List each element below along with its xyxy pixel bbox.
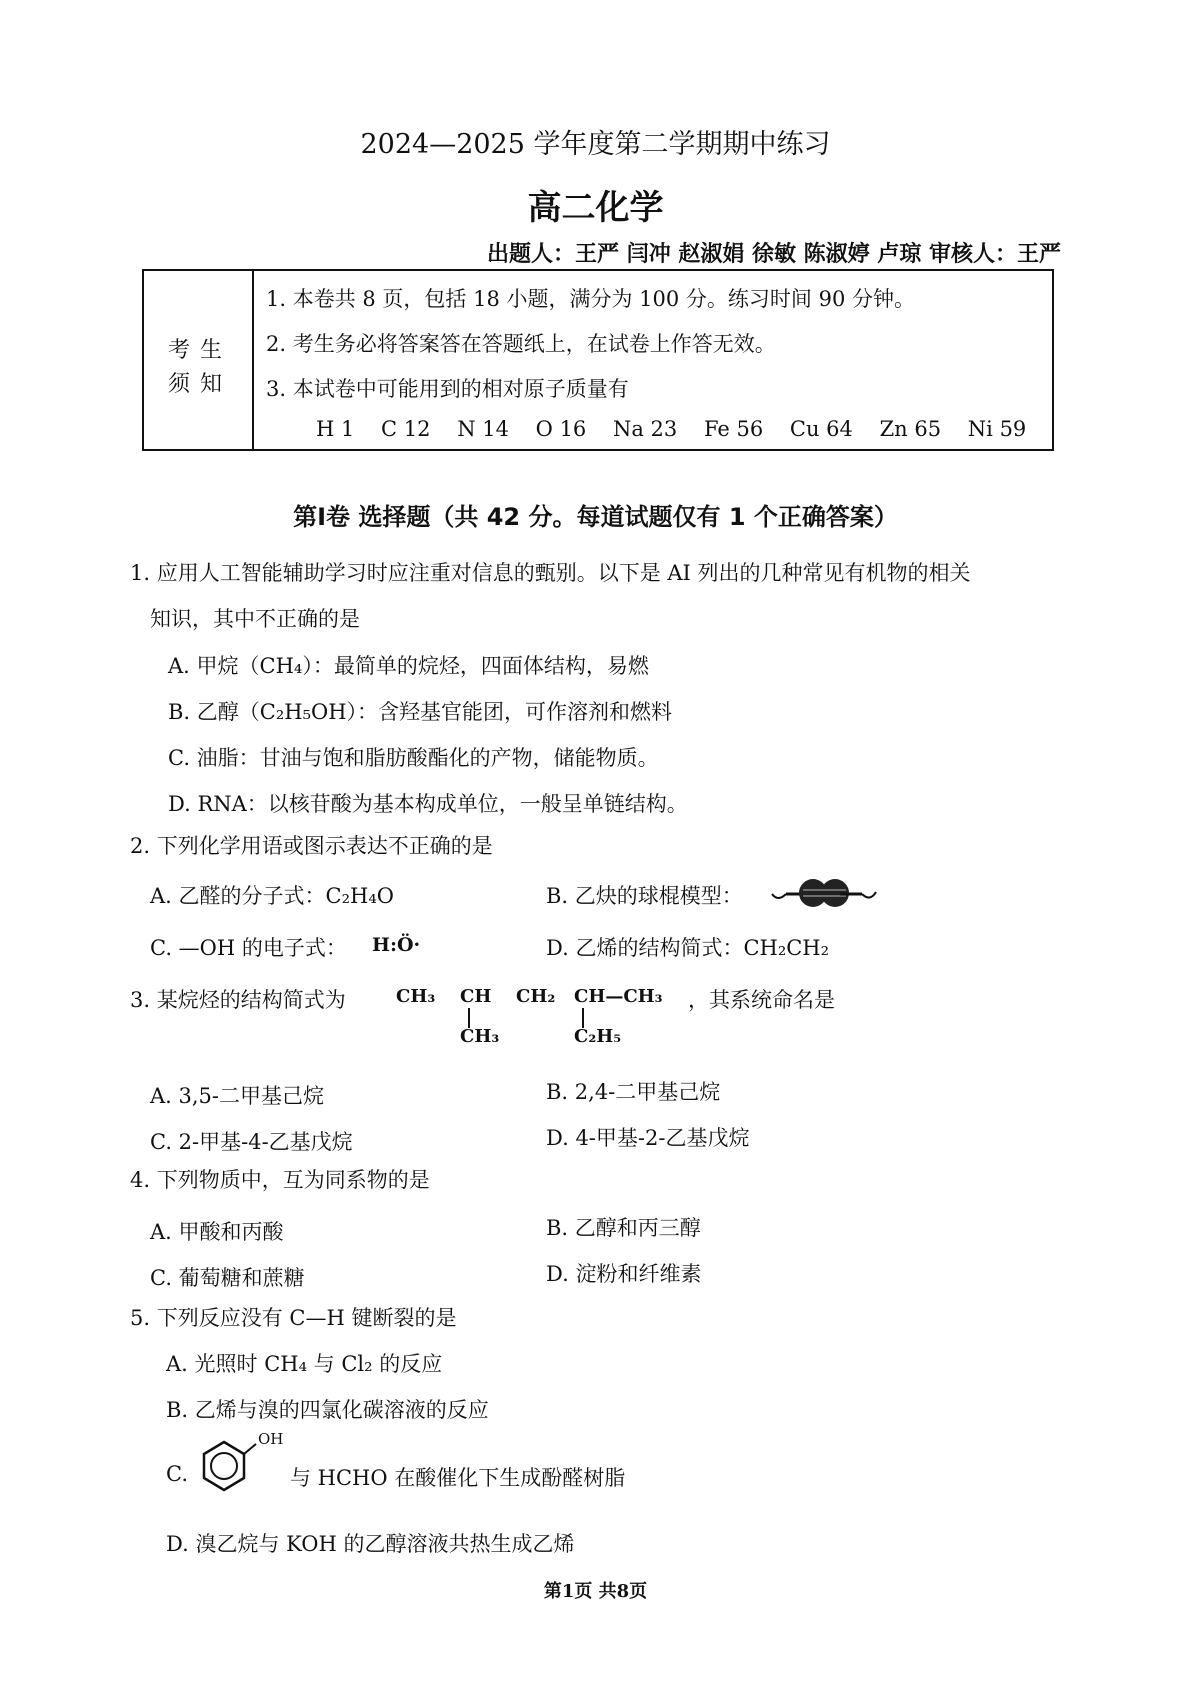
notice-item: 2. 考生务必将答案答在答题纸上，在试卷上作答无效。 [266, 332, 776, 356]
question-3-option-a: A. 3,5-二甲基己烷 [150, 1084, 325, 1108]
question-4-option-c: C. 葡萄糖和蔗糖 [150, 1266, 305, 1290]
notice-item: 1. 本卷共 8 页，包括 18 小题，满分为 100 分。练习时间 90 分钟。 [266, 287, 915, 311]
question-5-option-d: D. 溴乙烷与 KOH 的乙醇溶液共热生成乙烯 [166, 1532, 575, 1556]
question-1-option-b: B. 乙醇（C₂H₅OH）：含羟基官能团，可作溶剂和燃料 [168, 700, 673, 724]
question-1-stem: 1. 应用人工智能辅助学习时应注重对信息的甄别。以下是 AI 列出的几种常见有机物的相关 [130, 561, 971, 585]
question-2-stem: 2. 下列化学用语或图示表达不正确的是 [130, 834, 493, 858]
atomic-mass: Na 23 [612, 417, 678, 441]
authors-line: 出题人：王严 闫冲 赵淑娟 徐敏 陈淑婷 卢琼 审核人：王严 [487, 242, 1061, 267]
question-4-option-b: B. 乙醇和丙三醇 [546, 1216, 701, 1240]
question-4-option-d: D. 淀粉和纤维素 [546, 1262, 702, 1286]
atomic-mass: C 12 [381, 417, 431, 441]
question-2-option-c: C. —OH 的电子式： [150, 936, 347, 960]
question-1-stem-cont: 知识，其中不正确的是 [150, 607, 360, 631]
question-5-stem: 5. 下列反应没有 C—H 键断裂的是 [130, 1306, 457, 1330]
question-5-option-a: A. 光照时 CH₄ 与 Cl₂ 的反应 [166, 1352, 443, 1376]
question-2-option-d: D. 乙烯的结构简式：CH₂CH₂ [546, 936, 830, 960]
structure-bond-2 [580, 1008, 586, 1028]
question-1-option-c: C. 油脂：甘油与饱和脂肪酸酯化的产物，储能物质。 [168, 746, 659, 770]
notice-label-line1: 考生 [168, 338, 233, 363]
atomic-mass: Fe 56 [703, 417, 764, 441]
question-3-stem: 3. 某烷烃的结构简式为 [130, 988, 346, 1012]
exam-title: 2024—2025 学年度第二学期期中练习 [360, 129, 831, 160]
question-5-option-b: B. 乙烯与溴的四氯化碳溶液的反应 [166, 1398, 489, 1422]
structure-bond-1 [466, 1008, 472, 1028]
phenol-ring-structure [200, 1424, 290, 1496]
question-1-option-a: A. 甲烷（CH₄）：最简单的烷烃，四面体结构，易燃 [168, 654, 649, 678]
atomic-masses [316, 417, 1046, 441]
question-3-stem-tail: ，其系统命名是 [688, 988, 835, 1012]
section-title: 第Ⅰ卷 选择题（共 42 分。每道试题仅有 1 个正确答案） [293, 503, 898, 531]
question-1-option-d: D. RNA：以核苷酸为基本构成单位，一般呈单链结构。 [168, 792, 688, 816]
structure-main-ch: CH [460, 986, 492, 1007]
question-2-option-a: A. 乙醛的分子式：C₂H₄O [150, 884, 394, 908]
atomic-mass: N 14 [457, 417, 509, 441]
structure-branch-c2h5: C₂H₅ [574, 1026, 622, 1047]
notice-label-line2: 须知 [168, 372, 233, 397]
atomic-mass: H 1 [316, 417, 355, 441]
question-5-option-c-text: 与 HCHO 在酸催化下生成酚醛树脂 [290, 1466, 626, 1490]
notice-item: 3. 本试卷中可能用到的相对原子质量有 [266, 377, 629, 401]
question-3-option-b: B. 2,4-二甲基己烷 [546, 1080, 721, 1104]
acetylene-ball-stick-model [768, 876, 880, 910]
question-3-option-c: C. 2-甲基-4-乙基戊烷 [150, 1130, 353, 1154]
page-footer: 第1页 共8页 [543, 1581, 648, 1602]
structure-main-ch-ch3: CH—CH₃ [574, 986, 663, 1007]
question-4-option-a: A. 甲酸和丙酸 [150, 1220, 284, 1244]
atomic-mass: Ni 59 [967, 417, 1027, 441]
structure-branch-ch3: CH₃ [460, 1026, 500, 1047]
phenol-oh-label: OH [258, 1430, 284, 1448]
atomic-mass: O 16 [535, 417, 587, 441]
hydroxyl-electron-formula: H:Ö· [372, 934, 421, 956]
subject-title: 高二化学 [527, 188, 664, 228]
notice-label [144, 271, 254, 449]
question-3-option-d: D. 4-甲基-2-乙基戊烷 [546, 1126, 750, 1150]
structure-main-ch3: CH₃ [396, 986, 436, 1007]
atomic-mass: Zn 65 [879, 417, 942, 441]
question-2-option-b: B. 乙炔的球棍模型： [546, 884, 743, 908]
question-5-option-c: C. [166, 1462, 188, 1486]
atomic-mass: Cu 64 [789, 417, 853, 441]
question-4-stem: 4. 下列物质中，互为同系物的是 [130, 1168, 430, 1192]
structure-main-ch2: CH₂ [516, 986, 556, 1007]
notice-box [142, 269, 1054, 451]
